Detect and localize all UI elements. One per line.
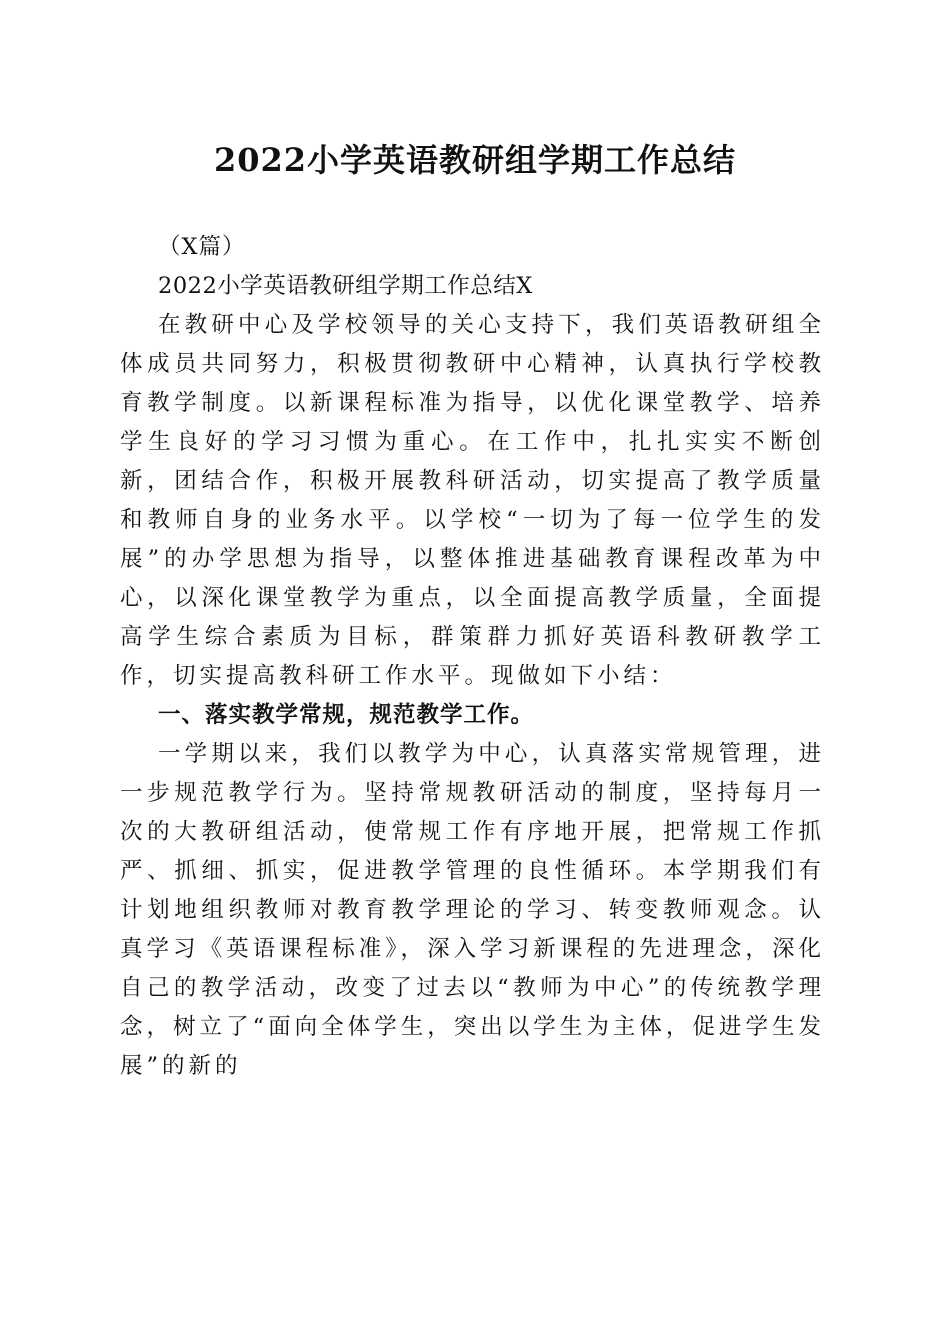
document-body bbox=[120, 228, 825, 1086]
section-heading-1: 一、落实教学常规，规范教学工作。 bbox=[158, 702, 535, 728]
document-title: 2022小学英语教研组学期工作总结 bbox=[213, 141, 737, 179]
document-subtitle: （X篇） bbox=[158, 234, 246, 260]
paragraph-intro: 在教研中心及学校领导的关心支持下，我们英语教研组全体成员共同努力，积极贯彻教研中心精神，认真执行学校教育教学制度。以新课程标准为指导，以优化课堂教学、培养学生良好的学习习惯为重心。在工作中，扎扎实实不断创新，团结合作，积极开展教科研活动，切实提高了教学质量和教师自身的业务水平。以学校“一切为了每一位学生的发展”的办学思想为指导，以整体推进基础教育课程改革为中心，以深化课堂教学为重点，以全面提高教学质量，全面提高学生综合素质为目标，群策群力抓好英语科教研教学工作，切实提高教科研工作水平。现做如下小结： bbox=[120, 312, 825, 689]
paragraph-section-1: 一学期以来，我们以教学为中心，认真落实常规管理，进一步规范教学行为。坚持常规教研活动的制度，坚持每月一次的大教研组活动，使常规工作有序地开展，把常规工作抓严、抓细、抓实，促进教学管理的良性循环。本学期我们有计划地组织教师对教育教学理论的学习、转变教师观念。认真学习《英语课程标准》，深入学习新课程的先进理念，深化自己的教学活动，改变了过去以“教师为中心”的传统教学理念，树立了“面向全体学生，突出以学生为主体，促进学生发展”的新的 bbox=[120, 741, 825, 1079]
document-subheading: 2022小学英语教研组学期工作总结X bbox=[158, 273, 533, 299]
